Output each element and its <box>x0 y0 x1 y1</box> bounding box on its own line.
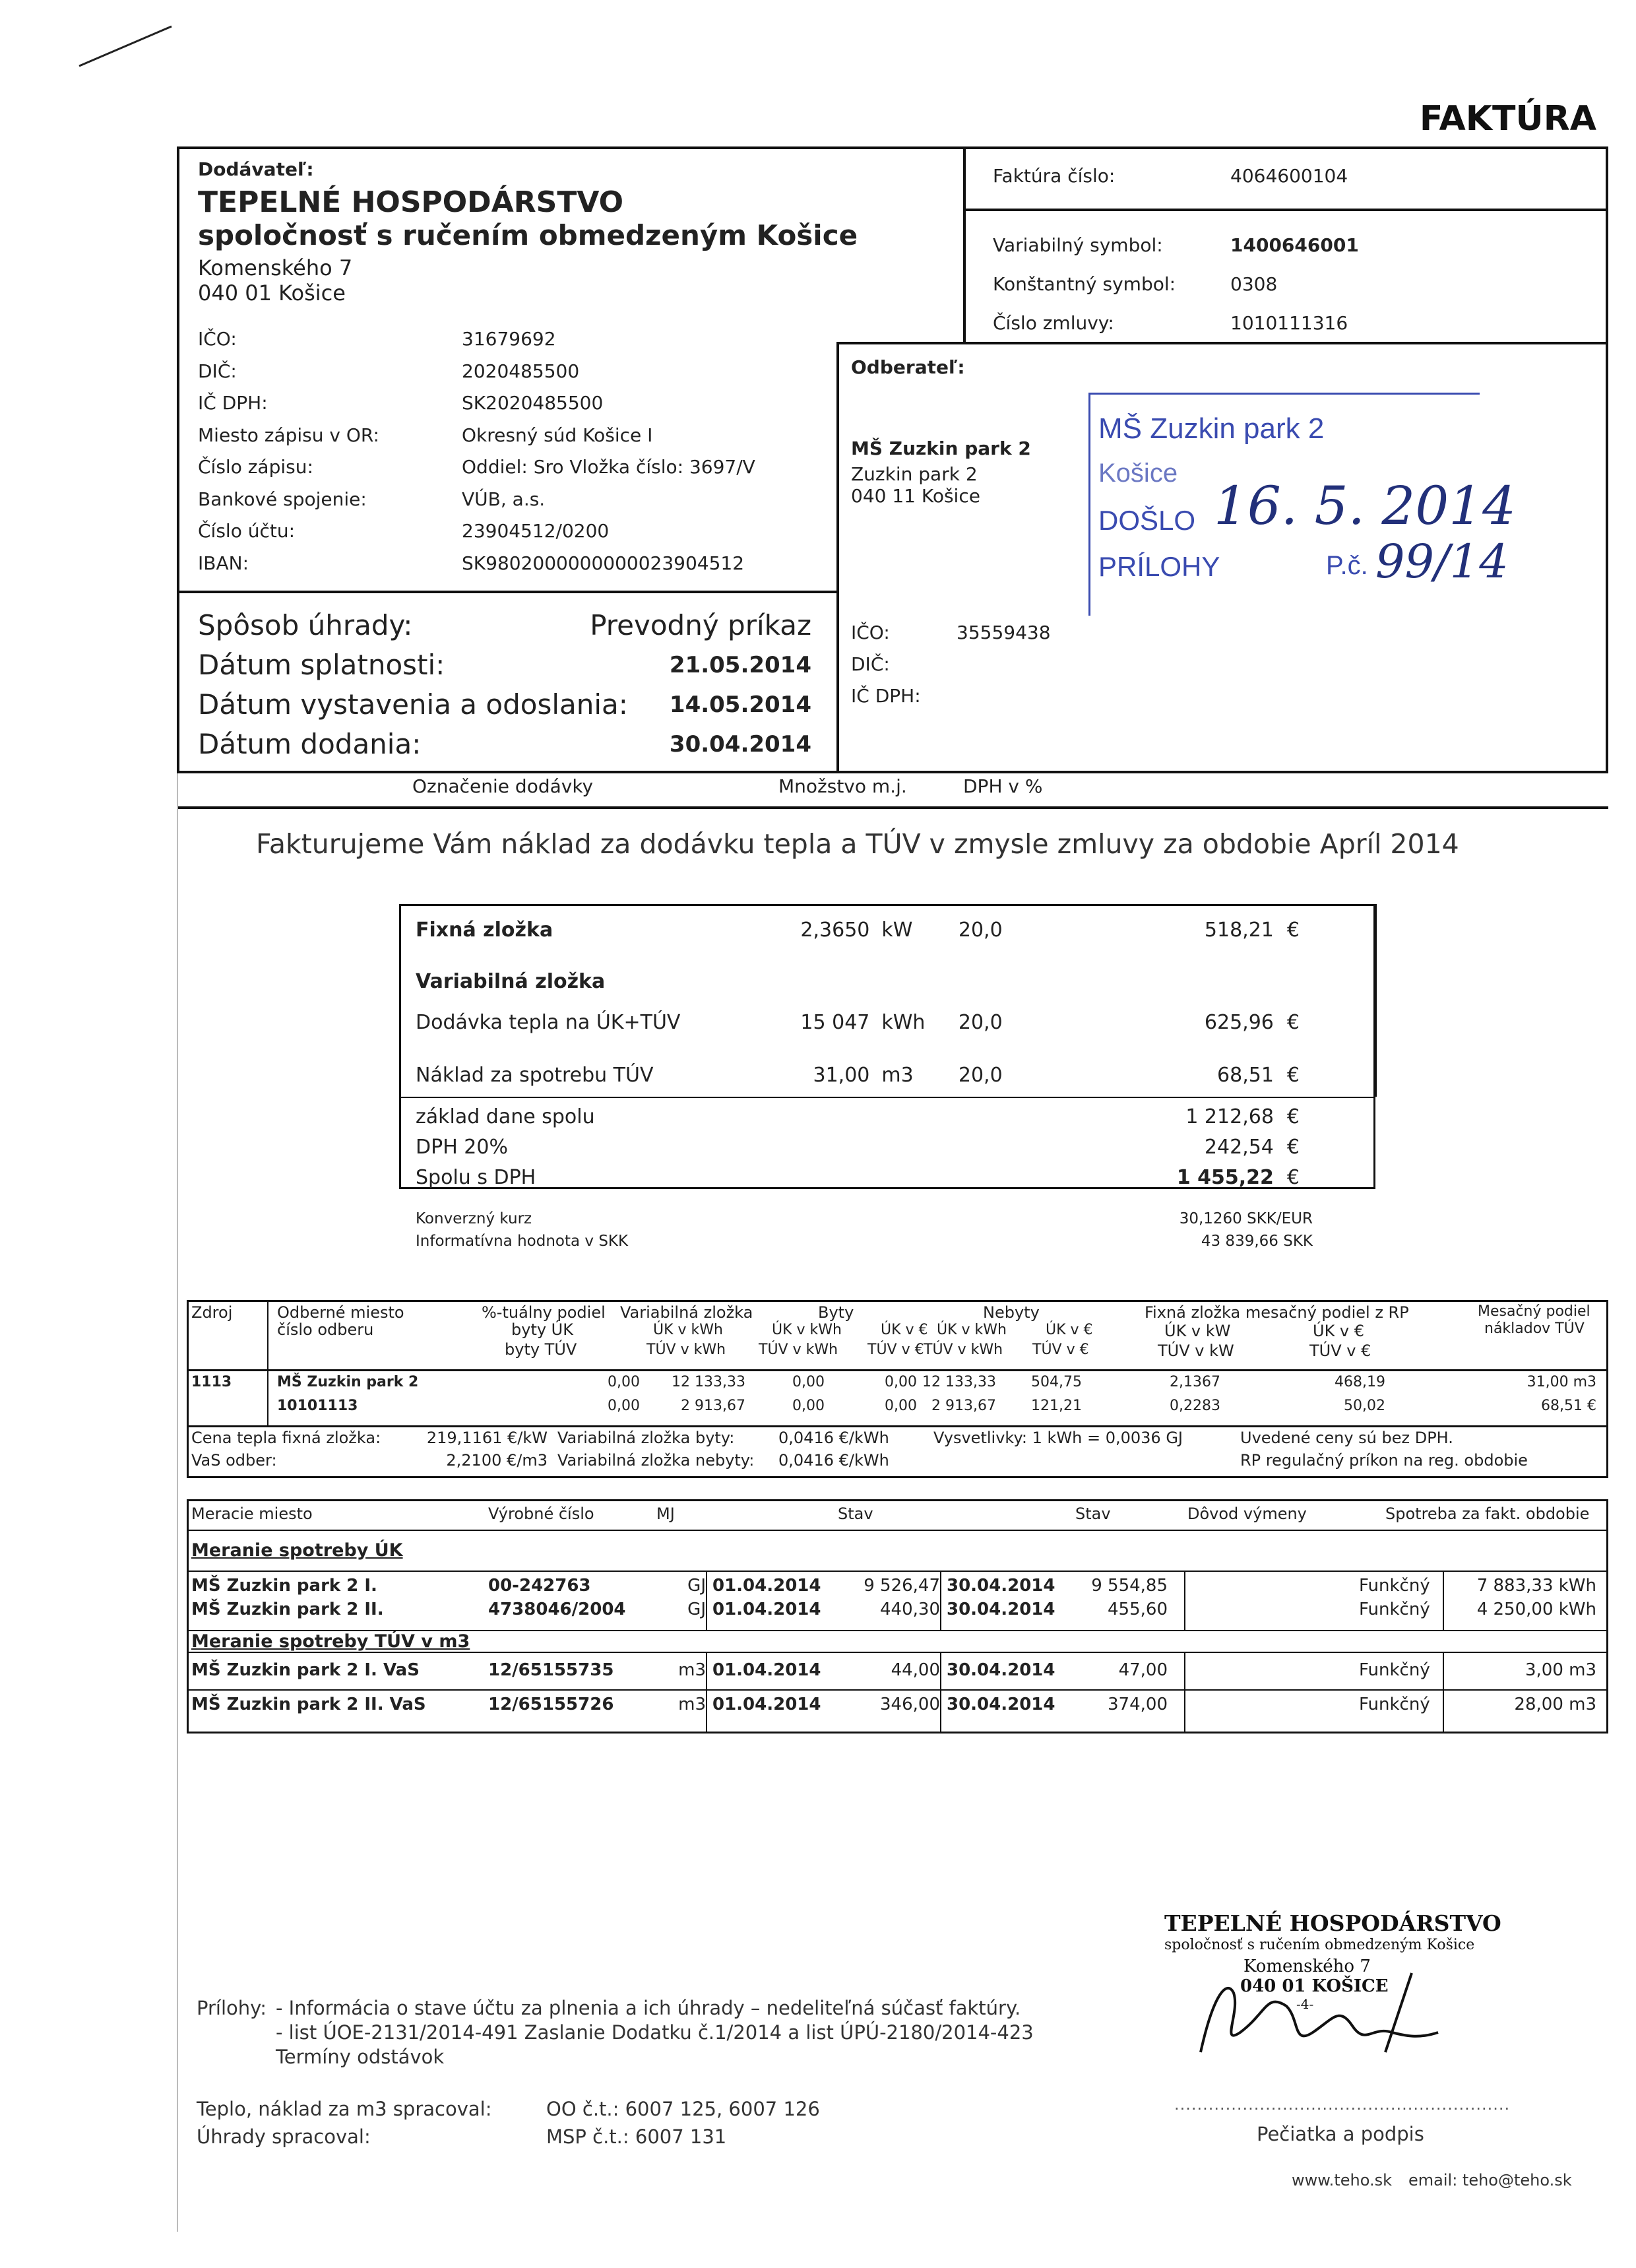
label: Informatívna hodnota v SKK <box>416 1233 629 1250</box>
stamp-line2: Košice <box>1098 459 1178 488</box>
dist-headers <box>191 1303 1603 1369</box>
meter-place: MŠ Zuzkin park 2 II. VaS <box>191 1695 426 1714</box>
note: RP regulačný príkon na reg. obdobie <box>1240 1451 1528 1470</box>
h-state2: Stav <box>1075 1505 1111 1523</box>
invoice-number: 4064600104 <box>1230 165 1348 187</box>
h-reason: Dôvod výmeny <box>1187 1505 1307 1523</box>
line-unit: m3 <box>881 1064 914 1087</box>
delivery-row <box>198 725 811 764</box>
divider <box>187 1425 1608 1427</box>
label: Konštantný symbol: <box>993 273 1176 295</box>
h-neb-uk2: ÚK v € <box>1046 1322 1093 1338</box>
dist-number: 10101113 <box>277 1398 358 1414</box>
line-vat: 20,0 <box>958 1011 1003 1034</box>
due-date: 21.05.2014 <box>669 652 811 678</box>
stamp-pc: 99/14 <box>1375 535 1509 589</box>
label: VaS odber: <box>191 1451 277 1470</box>
meter-value2: 47,00 <box>1118 1660 1168 1680</box>
meter-date2: 30.04.2014 <box>947 1600 1055 1619</box>
divider <box>187 1689 1608 1691</box>
meter-value1: 346,00 <box>880 1695 940 1714</box>
line-currency: € <box>1286 1011 1300 1034</box>
value: 0,0416 €/kWh <box>778 1429 889 1447</box>
cell: 0,00 <box>792 1374 825 1390</box>
meter-consumption: 3,00 m3 <box>1525 1660 1596 1680</box>
meter-date1: 01.04.2014 <box>712 1576 821 1596</box>
signature-dots: ........................................................... <box>1174 2095 1511 2114</box>
label: Dátum dodania: <box>198 728 422 760</box>
line-qty: 2,3650 <box>800 919 870 942</box>
meter-date1: 01.04.2014 <box>712 1660 821 1680</box>
variable-symbol: 1400646001 <box>1230 234 1359 256</box>
divider <box>187 1652 1608 1653</box>
line-vat: 20,0 <box>958 919 1003 942</box>
h-place2: číslo odberu <box>277 1320 374 1339</box>
meter-place: MŠ Zuzkin park 2 I. <box>191 1576 377 1596</box>
supplier-heading: Dodávateľ: <box>198 158 314 180</box>
divider <box>187 1530 1608 1531</box>
cell: 0,00 <box>792 1398 825 1414</box>
label: Faktúra číslo: <box>993 165 1116 187</box>
h-byty-tuv1: TÚV v kWh <box>759 1342 838 1358</box>
supplier-street: Komenského 7 <box>198 255 353 280</box>
h-place: Meracie miesto <box>191 1505 313 1523</box>
total-label: DPH 20% <box>416 1136 508 1159</box>
meter-row <box>191 1600 1603 1623</box>
divider <box>963 209 1608 211</box>
stamp-date: 16. 5. 2014 <box>1214 475 1517 536</box>
meter-section2: Meranie spotreby TÚV v m3 <box>191 1631 470 1652</box>
line-qty: 15 047 <box>800 1011 870 1034</box>
ico-row <box>851 617 1051 649</box>
meter-mj: m3 <box>678 1660 706 1680</box>
designation-header: Označenie dodávky <box>412 775 594 797</box>
h-place: Odberné miesto <box>277 1303 404 1322</box>
divider <box>177 591 836 593</box>
meter-status: Funkčný <box>1359 1576 1430 1596</box>
cell: 2,1367 <box>1170 1374 1220 1390</box>
h-var-tuv: TÚV v kWh <box>646 1342 726 1358</box>
dist-data <box>191 1374 1603 1424</box>
attach-line1: - Informácia o stave účtu za plnenia a ich úhrady – nedeliteľná súčasť faktúry. <box>276 1997 1021 2019</box>
cell: 468,19 <box>1335 1374 1385 1390</box>
supplier-row <box>198 484 825 516</box>
invoice-symbols <box>993 226 1359 342</box>
label: Variabilná zložka nebyty: <box>557 1451 755 1470</box>
explain: Vysvetlivky: 1 kWh = 0,0036 GJ <box>933 1429 1183 1447</box>
payment-method-row <box>198 606 811 645</box>
line-heat <box>416 1011 1300 1034</box>
cell: 0,00 <box>608 1374 640 1390</box>
h-var-uk: ÚK v kWh <box>653 1322 723 1338</box>
company-stamp-line5: -4- <box>1296 1996 1314 2012</box>
constant-symbol: 0308 <box>1230 273 1278 295</box>
label: Teplo, náklad za m3 spracoval: <box>197 2098 492 2120</box>
divider <box>177 806 1608 809</box>
row-value: SK9802000000000023904512 <box>462 552 745 574</box>
currency: € <box>1286 1105 1300 1128</box>
meter-row <box>191 1660 1603 1684</box>
h-fix: Fixná zložka mesačný podiel z RP <box>1145 1303 1409 1322</box>
row-value: 31679692 <box>462 328 556 350</box>
h-fix-tuv2: TÚV v € <box>1309 1342 1371 1360</box>
document-title: FAKTÚRA <box>1419 99 1596 139</box>
meter-value1: 44,00 <box>891 1660 940 1680</box>
line-amount: 625,96 <box>1204 1011 1274 1034</box>
rate-row <box>416 1208 1313 1230</box>
meter-place: MŠ Zuzkin park 2 I. VaS <box>191 1660 420 1680</box>
line-unit: kWh <box>881 1011 926 1034</box>
vat-header: DPH v % <box>963 775 1043 797</box>
note: Uvedené ceny sú bez DPH. <box>1240 1429 1453 1447</box>
line-label: Náklad za spotrebu TÚV <box>416 1064 654 1087</box>
dic-label: DIČ: <box>851 653 890 675</box>
meter-status: Funkčný <box>1359 1600 1430 1619</box>
supplier-row <box>198 548 825 580</box>
company-stamp-line4: 040 01 KOŠICE <box>1240 1976 1389 1996</box>
cell: 31,00 m3 <box>1526 1374 1596 1390</box>
currency: € <box>1286 1136 1300 1159</box>
cell: 2 913,67 <box>931 1398 996 1414</box>
divider <box>940 1652 941 1733</box>
line-currency: € <box>1286 1064 1300 1087</box>
meter-serial: 00-242763 <box>488 1576 591 1596</box>
customer-block <box>851 356 1031 507</box>
h-pct-tuv: byty TÚV <box>505 1340 577 1359</box>
line-unit: kW <box>881 919 913 942</box>
h-pct: %-tuálny podiel <box>482 1303 606 1322</box>
meter-date1: 01.04.2014 <box>712 1695 821 1714</box>
supplier-block <box>198 158 924 306</box>
label: Úhrady spracoval: <box>197 2125 371 2148</box>
due-row <box>198 645 811 685</box>
total-label: základ dane spolu <box>416 1105 595 1128</box>
stamp-pc-label: P.č. <box>1326 551 1368 580</box>
meter-consumption: 28,00 m3 <box>1514 1695 1596 1714</box>
meter-serial: 12/65155726 <box>488 1695 614 1714</box>
payment-block <box>198 606 811 764</box>
divider <box>1443 1652 1444 1733</box>
line-amount: 518,21 <box>1204 919 1274 942</box>
total-row <box>416 1163 1300 1193</box>
meter-mj: GJ <box>687 1576 706 1596</box>
customer-city: 040 11 Košice <box>851 485 980 507</box>
row-label: IBAN: <box>198 552 249 574</box>
h-neb-tuv2: TÚV v € <box>1032 1342 1089 1358</box>
dist-source: 1113 <box>191 1374 232 1390</box>
row-label: IČO: <box>198 328 237 350</box>
cell: 12 133,33 <box>922 1374 996 1390</box>
cell: 68,51 € <box>1541 1398 1596 1414</box>
divider <box>963 146 966 344</box>
meter-mj: m3 <box>678 1695 706 1714</box>
h-month: Mesačný podiel <box>1478 1303 1590 1320</box>
meter-value2: 455,60 <box>1108 1600 1168 1619</box>
meter-value2: 9 554,85 <box>1091 1576 1168 1596</box>
dist-place: MŠ Zuzkin park 2 <box>277 1374 419 1390</box>
meter-consumption: 7 883,33 kWh <box>1476 1576 1596 1596</box>
signature-label: Pečiatka a podpis <box>1257 2123 1424 2145</box>
row-label: Číslo zápisu: <box>198 456 313 478</box>
line-tuv <box>416 1064 1300 1087</box>
supplier-row <box>198 515 825 548</box>
value: OO č.t.: 6007 125, 6007 126 <box>546 2098 820 2120</box>
line-label: Fixná zložka <box>416 919 553 942</box>
grand-total: 1 455,22 <box>1176 1166 1274 1189</box>
h-byty-tuv2: TÚV v € <box>867 1342 924 1358</box>
value: 219,1161 €/kW <box>426 1429 548 1447</box>
meter-value2: 374,00 <box>1108 1695 1168 1714</box>
h-mj: MJ <box>656 1505 675 1523</box>
customer-street: Zuzkin park 2 <box>851 463 978 485</box>
meter-headers <box>191 1505 1603 1527</box>
total-amount: 242,54 <box>1204 1136 1274 1159</box>
line-vat: 20,0 <box>958 1064 1003 1087</box>
invoice-number-row <box>993 165 1348 187</box>
divider <box>187 1369 1608 1371</box>
attach-line3: Termíny odstávok <box>276 2046 445 2068</box>
row-label: IČ DPH: <box>198 392 268 414</box>
dist-prices <box>191 1429 1603 1476</box>
cell: 0,00 <box>885 1398 917 1414</box>
stamp-line4: PRÍLOHY <box>1098 551 1220 582</box>
divider <box>706 1652 707 1733</box>
cell: 0,00 <box>885 1374 917 1390</box>
meter-row <box>191 1695 1603 1718</box>
customer-ids <box>851 617 1051 712</box>
row-value: Okresný súd Košice I <box>462 424 653 446</box>
h-fix-uk1: ÚK v kW <box>1164 1322 1231 1340</box>
supplier-row <box>198 323 825 356</box>
supplier-row <box>198 451 825 484</box>
line-currency: € <box>1286 919 1300 942</box>
vs-row <box>993 226 1359 265</box>
variable-label: Variabilná zložka <box>416 970 606 993</box>
row-value: 23904512/0200 <box>462 520 610 542</box>
meter-value1: 440,30 <box>880 1600 940 1619</box>
label: Variabilná zložka byty: <box>557 1429 735 1447</box>
meter-mj: GJ <box>687 1600 706 1619</box>
divider <box>1443 1571 1444 1630</box>
company-stamp-line3: Komenského 7 <box>1243 1957 1371 1976</box>
meter-date2: 30.04.2014 <box>947 1695 1055 1714</box>
attach-line2: - list ÚOE-2131/2014-491 Zaslanie Dodatku č.1/2014 a list ÚPÚ-2180/2014-423 <box>276 2021 1034 2044</box>
qty-header: Množstvo m.j. <box>778 775 907 797</box>
stamp-line1: MŠ Zuzkin park 2 <box>1098 412 1325 445</box>
meter-row <box>191 1576 1603 1600</box>
vat-row <box>416 1132 1300 1163</box>
info-row <box>416 1230 1313 1252</box>
proc-row1 <box>197 2095 820 2123</box>
meter-place: MŠ Zuzkin park 2 II. <box>191 1600 384 1619</box>
row-value: SK2020485500 <box>462 392 604 414</box>
divider <box>1184 1571 1185 1630</box>
supplier-name2: spoločnosť s ručením obmedzeným Košice <box>198 219 858 251</box>
supplier-row <box>198 356 825 388</box>
label: Spôsob úhrady: <box>198 609 413 641</box>
row-value: 2020485500 <box>462 360 580 382</box>
h-month2: nákladov TÚV <box>1484 1320 1585 1337</box>
proc-row2 <box>197 2123 820 2151</box>
label: IČO: <box>851 622 890 643</box>
payment-method: Prevodný príkaz <box>590 609 811 641</box>
delivery-date: 30.04.2014 <box>669 731 811 758</box>
line-fixed <box>416 919 1300 942</box>
total-amount: 1 212,68 <box>1185 1105 1274 1128</box>
icdph-label: IČ DPH: <box>851 685 921 707</box>
divider <box>1375 904 1377 1097</box>
supplier-name1: TEPELNÉ HOSPODÁRSTVO <box>198 185 624 219</box>
currency: € <box>1286 1166 1300 1189</box>
h-neb-uk1: ÚK v kWh <box>937 1322 1007 1338</box>
cell: 0,2283 <box>1170 1398 1220 1414</box>
meter-consumption: 4 250,00 kWh <box>1476 1600 1596 1619</box>
meter-date1: 01.04.2014 <box>712 1600 821 1619</box>
h-fix-tuv1: TÚV v kW <box>1158 1342 1234 1360</box>
issue-date: 14.05.2014 <box>669 692 811 718</box>
line-qty: 31,00 <box>813 1064 870 1087</box>
totals <box>416 1102 1300 1193</box>
cell: 504,75 <box>1031 1374 1082 1390</box>
stamp-line3: DOŠLO <box>1098 505 1196 536</box>
h-source: Zdroj <box>191 1303 233 1322</box>
h-neb-tuv1: TÚV v kWh <box>924 1342 1003 1358</box>
divider <box>187 1571 1608 1572</box>
h-byty-uk1: ÚK v kWh <box>772 1322 842 1338</box>
meter-status: Funkčný <box>1359 1660 1430 1680</box>
label: Dátum splatnosti: <box>198 649 445 681</box>
label: Konverzný kurz <box>416 1210 532 1227</box>
meter-value1: 9 526,47 <box>864 1576 940 1596</box>
invoice-info <box>993 165 1348 187</box>
h-fix-uk2: ÚK v € <box>1313 1322 1365 1340</box>
contract-row <box>993 304 1359 342</box>
label: Variabilný symbol: <box>993 234 1163 256</box>
footer-web: www.teho.sk <box>1292 2171 1392 2189</box>
label: Cena tepla fixná zložka: <box>191 1429 381 1447</box>
divider <box>399 1097 1375 1098</box>
ks-row <box>993 265 1359 304</box>
supplier-details <box>198 323 825 579</box>
value: 0,0416 €/kWh <box>778 1451 889 1470</box>
line-label: Dodávka tepla na ÚK+TÚV <box>416 1011 681 1034</box>
signature <box>1174 1953 1451 2065</box>
conversion <box>416 1208 1313 1252</box>
divider <box>940 1571 941 1630</box>
items-header <box>412 775 1042 797</box>
line-amount: 68,51 <box>1217 1064 1274 1087</box>
company-stamp-line1: TEPELNÉ HOSPODÁRSTVO <box>1164 1910 1501 1936</box>
attachments <box>197 1996 1034 2069</box>
meter-status: Funkčný <box>1359 1695 1430 1714</box>
h-state1: Stav <box>838 1505 873 1523</box>
divider <box>1184 1652 1185 1733</box>
company-stamp-line2: spoločnosť s ručením obmedzeným Košice <box>1164 1937 1475 1953</box>
customer-heading: Odberateľ: <box>851 356 965 378</box>
supplier-row <box>198 387 825 420</box>
h-var: Variabilná zložka <box>620 1303 753 1322</box>
value: 2,2100 €/m3 <box>446 1451 548 1470</box>
cell: 50,02 <box>1344 1398 1385 1414</box>
row-label: DIČ: <box>198 360 237 382</box>
row-label: Bankové spojenie: <box>198 488 367 510</box>
attach-row1 <box>197 1996 1034 2021</box>
cell: 0,00 <box>608 1398 640 1414</box>
pen-mark <box>73 20 178 73</box>
meter-section1: Meranie spotreby ÚK <box>191 1540 403 1561</box>
attach-label: Prílohy: <box>197 1997 267 2019</box>
label: Dátum vystavenia a odoslania: <box>198 688 628 721</box>
total-label: Spolu s DPH <box>416 1166 536 1189</box>
row-value: VÚB, a.s. <box>462 488 546 510</box>
h-pct-uk: byty ÚK <box>511 1320 573 1339</box>
cell: 121,21 <box>1031 1398 1082 1414</box>
h-byty-uk2: ÚK v € <box>881 1322 928 1338</box>
footer-processing <box>197 2095 820 2151</box>
value: MSP č.t.: 6007 131 <box>546 2125 727 2148</box>
rate-value: 30,1260 SKK/EUR <box>1179 1210 1313 1227</box>
h-byty: Byty <box>818 1303 854 1322</box>
issue-row <box>198 685 811 725</box>
cell: 12 133,33 <box>672 1374 745 1390</box>
label: Číslo zmluvy: <box>993 312 1114 334</box>
divider <box>706 1571 707 1630</box>
footer-email: email: teho@teho.sk <box>1408 2171 1572 2189</box>
h-consumption: Spotreba za fakt. obdobie <box>1385 1505 1590 1523</box>
row-label: Miesto zápisu v OR: <box>198 424 379 446</box>
row-value: Oddiel: Sro Vložka číslo: 3697/V <box>462 456 755 478</box>
customer-name: MŠ Zuzkin park 2 <box>851 437 1031 459</box>
contract-number: 1010111316 <box>1230 312 1348 334</box>
meter-serial: 12/65155735 <box>488 1660 614 1680</box>
supplier-row <box>198 420 825 452</box>
h-serial: Výrobné číslo <box>488 1505 594 1523</box>
meter-date2: 30.04.2014 <box>947 1660 1055 1680</box>
meter-serial: 4738046/2004 <box>488 1600 626 1619</box>
supplier-city: 040 01 Košice <box>198 280 346 306</box>
cell: 2 913,67 <box>681 1398 745 1414</box>
base-row <box>416 1102 1300 1132</box>
info-value: 43 839,66 SKK <box>1201 1233 1313 1250</box>
meter-date2: 30.04.2014 <box>947 1576 1055 1596</box>
h-nebyty: Nebyty <box>983 1303 1040 1322</box>
customer-ico: 35559438 <box>957 622 1051 643</box>
intro-text: Fakturujeme Vám náklad za dodávku tepla a TÚV v zmysle zmluvy za obdobie Apríl 2014 <box>256 828 1459 860</box>
frame-left <box>177 773 178 2232</box>
row-label: Číslo účtu: <box>198 520 296 542</box>
divider <box>836 342 839 773</box>
